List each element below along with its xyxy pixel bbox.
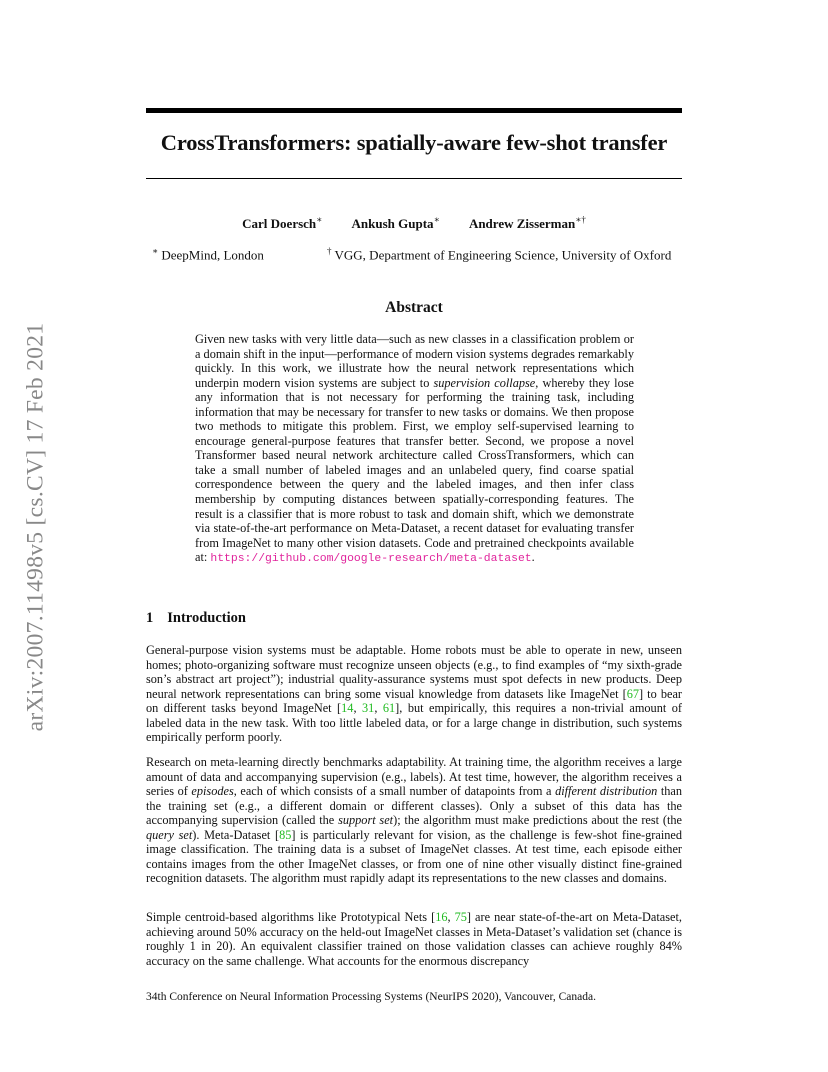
arxiv-identifier: arXiv:2007.11498v5 [cs.CV] 17 Feb 2021	[22, 322, 49, 732]
abstract-heading: Abstract	[385, 299, 443, 316]
citation-link[interactable]: 16	[435, 910, 448, 924]
author: Ankush Gupta∗	[351, 215, 440, 232]
intro-paragraph-1: General-purpose vision systems must be adaptable. Home robots must be able to operate in new, unseen homes; photo-organizing software must recognize unseen objects (e.g., to find examples of “my sixth-grade son’s abstract art project”); industrial quality-assurance systems must spot defects in new products. Deep neural network representations can bring some visual knowledge from datasets like ImageNet [67] to bear on different tasks beyond ImageNet [14, 31, 61], but empirically, this requires a non-trivial amount of labeled data in the new task. With too little labeled data, or for a large change in distribution, such systems empirically perform poorly.	[146, 643, 683, 745]
code-link[interactable]: https://github.com/google-research/meta-dataset	[210, 553, 532, 566]
abstract-body: Given new tasks with very little data—such as new classes in a classification problem or a domain shift in the input—performance of modern vision systems degrades remarkably quickly. In this work, we illustrate how the neural network representations which underpin modern vision systems are subject to supervision collapse, whereby they lose any information that is not necessary for performing the training task, including information that may be necessary for transfer to new tasks or domains. We then propose two methods to mitigate this problem. First, we employ self-supervised learning to encourage general-purpose features that transfer better. Second, we propose a novel Transformer based neural network architecture called CrossTransformers, which can take a small number of labeled images and an unlabeled query, find coarse spatial correspondence between the query and the labeled images, and then infer class membership by computing distances between spatially-corresponding features. The result is a classifier that is more robust to task and domain shift, which we demonstrate via state-of-the-art performance on Meta-Dataset, a recent dataset for evaluating transfer from ImageNet to many other vision datasets. Code and pretrained checkpoints available at: https://github.com/google-research/meta-dataset.	[195, 332, 634, 566]
intro-paragraph-3: Simple centroid-based algorithms like Prototypical Nets [16, 75] are near state-of-the-art on Meta-Dataset, achieving around 50% accuracy on the held-out ImageNet classes in Meta-Dataset’s validation set (chance is roughly 1 in 20). An equivalent classifier trained on those validation classes can achieve roughly 84% accuracy on the same challenge. What accounts for the enormous discrepancy	[146, 910, 682, 968]
arxiv-sidebar	[16, 292, 56, 762]
section-heading: 1 Introduction	[146, 610, 246, 626]
affiliation-vgg: † VGG, Department of Engineering Science, University of Oxford	[327, 246, 672, 263]
citation-link[interactable]: 85	[279, 827, 292, 842]
citation-link[interactable]: 31	[362, 701, 375, 716]
paper-title: CrossTransformers: spatially-aware few-shot transfer	[160, 130, 668, 155]
citation-link[interactable]: 75	[454, 910, 467, 924]
affiliation-deepmind: ∗ DeepMind, London	[152, 246, 264, 263]
citation-link[interactable]: 61	[382, 701, 396, 716]
citation-link[interactable]: 67	[626, 686, 639, 701]
title-top-rule	[146, 108, 682, 113]
author-list	[146, 215, 682, 232]
author: Carl Doersch∗	[242, 215, 323, 232]
conference-footer: 34th Conference on Neural Information Processing Systems (NeurIPS 2020), Vancouver, Canada.	[146, 991, 596, 1003]
citation-link[interactable]: 14	[341, 701, 354, 716]
title-bottom-rule	[146, 178, 682, 179]
intro-paragraph-2: Research on meta-learning directly benchmarks adaptability. At training time, the algorithm receives a large amount of data and accompanying supervision (e.g., labels). At test time, however, the algorithm receives a series of episodes, each of which consists of a small number of datapoints from a different distribution than the training set (e.g., a different domain or different classes). Only a subset of this data has the accompanying supervision (called the support set); the algorithm must make predictions about the rest (the query set). Meta-Dataset [85] is particularly relevant for vision, as the challenge is few-shot fine-grained image classification. The training data is a subset of ImageNet classes. At test time, each episode either contains images from the other ImageNet classes, or from one of nine other visually distinct fine-grained recognition datasets. The algorithm must rapidly adapt its representations to the new classes and domains.	[146, 755, 683, 886]
author: Andrew Zisserman∗†	[468, 215, 586, 232]
